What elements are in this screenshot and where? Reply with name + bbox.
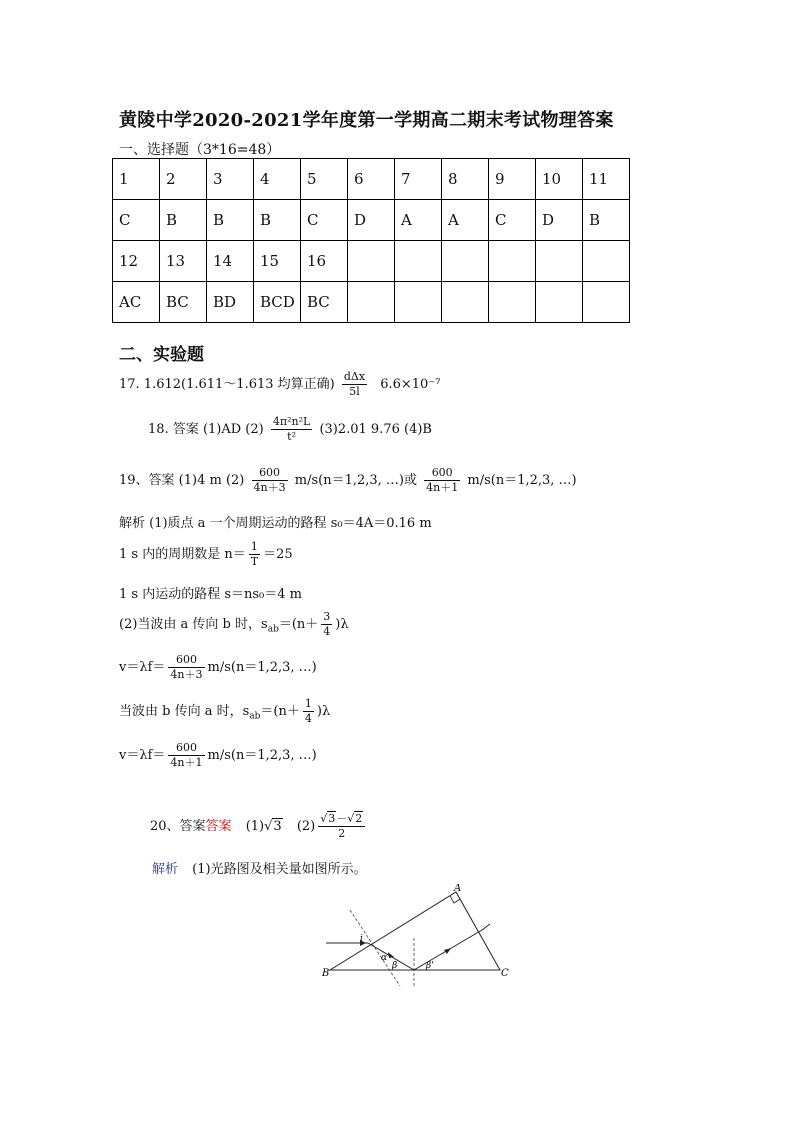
q19-v2-num: 600 (168, 741, 204, 756)
q17-line (119, 370, 440, 399)
q18-suffix: (3)2.01 9.76 (4)B (319, 422, 432, 437)
table-cell (395, 282, 442, 323)
table-cell: BC (160, 282, 207, 323)
q20-sqrt3: 3 (273, 819, 282, 834)
table-cell: 14 (207, 241, 254, 282)
table-cell: D (348, 200, 395, 241)
q19-a5-end: m/s(n＝1,2,3, …) (207, 660, 317, 675)
q19-prefix: 19、答案 (1)4 m (2) (119, 473, 245, 488)
q20-frac-den: 2 (338, 827, 346, 840)
q18-frac-num: 4π²n²L (272, 415, 311, 428)
q19-frac-3-4-num: 3 (323, 610, 331, 623)
q19-frac-1-T-num: 1 (249, 540, 260, 555)
q19-a6-end: )λ (316, 704, 331, 719)
q20-part2: (2) (296, 819, 316, 834)
reflected-arrow (444, 948, 451, 954)
q19-frac-3-4-den: 4 (323, 625, 331, 638)
q19-a4-end: )λ (335, 617, 349, 632)
q19-v1-num: 600 (168, 653, 204, 668)
table-cell: 16 (301, 241, 348, 282)
q19-line (119, 466, 577, 495)
table-row (113, 159, 630, 200)
q19-a6-text: 当波由 b 传向 a 时，s (119, 704, 250, 719)
q19-f2-den: 4n＋1 (426, 481, 459, 494)
q20-red-label: 答案 (205, 819, 232, 834)
table-cell: 12 (113, 241, 160, 282)
q18-frac-den: t² (287, 430, 296, 443)
table-cell (536, 282, 583, 323)
q20-analysis (152, 858, 367, 877)
table-cell: 13 (160, 241, 207, 282)
table-cell: B (583, 200, 630, 241)
q19-analysis-1: 解析 (1)质点 a 一个周期运动的路程 s₀＝4A＝0.16 m (119, 516, 432, 531)
table-cell: 8 (442, 159, 489, 200)
q19-a5-text: v＝λf＝ (119, 660, 166, 675)
q19-analysis-6 (119, 697, 330, 726)
table-cell: B (254, 200, 301, 241)
q19-fraction-1 (252, 466, 288, 495)
q19-frac-1-4 (303, 697, 314, 726)
q19-analysis-2 (119, 540, 293, 569)
answer-table (112, 158, 630, 323)
q19-a2-end: ＝25 (263, 547, 293, 562)
q19-frac-1-4-den: 4 (304, 712, 312, 725)
table-cell: 2 (160, 159, 207, 200)
q19-a4-text: (2)当波由 a 传向 b 时，s (119, 617, 268, 632)
table-cell (348, 282, 395, 323)
table-cell (395, 241, 442, 282)
q20-sqrt-sign-b: √ (347, 812, 355, 825)
q19-a7-end: m/s(n＝1,2,3, …) (207, 748, 317, 763)
q19-a4-mid: ＝(n＋ (278, 617, 319, 632)
table-cell (583, 241, 630, 282)
q20-fraction (318, 812, 365, 841)
table-cell: BC (301, 282, 348, 323)
q19-a7-text: v＝λf＝ (119, 748, 166, 763)
q19-v1-den: 4n＋3 (170, 668, 203, 681)
table-cell: B (207, 200, 254, 241)
table-cell: 3 (207, 159, 254, 200)
table-cell: 11 (583, 159, 630, 200)
table-cell: A (442, 200, 489, 241)
table-cell: 6 (348, 159, 395, 200)
q19-a2-text: 1 s 内的周期数是 n＝ (119, 547, 246, 562)
q19-frac-1-T-den: T (250, 555, 259, 568)
table-cell: 10 (536, 159, 583, 200)
table-cell: 4 (254, 159, 301, 200)
table-row (113, 282, 630, 323)
q19-v2-den: 4n＋1 (170, 756, 203, 769)
table-cell: BCD (254, 282, 301, 323)
table-row (113, 200, 630, 241)
table-cell: C (489, 200, 536, 241)
q20-prefix: 20、答案 (150, 819, 206, 834)
normal-line-entry (350, 910, 400, 986)
q19-mid: m/s(n＝1,2,3, …)或 (294, 473, 417, 488)
table-cell (536, 241, 583, 282)
q18-line (148, 415, 432, 444)
q20-sqrt-sign: √ (264, 819, 273, 834)
table-cell: A (395, 200, 442, 241)
table-cell: 5 (301, 159, 348, 200)
q19-frac-3-4 (321, 610, 332, 639)
q20-analysis-text: (1)光路图及相关量如图所示。 (192, 862, 367, 877)
q19-a4-sub: ab (267, 624, 279, 635)
page-title: 黄陵中学2020-2021学年度第一学期高二期末考试物理答案 (119, 110, 614, 131)
table-row (113, 241, 630, 282)
table-cell (489, 282, 536, 323)
q20-num-a: 3 (328, 812, 336, 825)
q19-f1-den: 4n＋3 (253, 481, 286, 494)
q19-analysis-5 (119, 653, 317, 682)
table-cell (348, 241, 395, 282)
table-cell (489, 241, 536, 282)
light-path-diagram (318, 884, 518, 988)
q17-suffix: 6.6×10⁻⁷ (380, 377, 441, 392)
table-cell: BD (207, 282, 254, 323)
label-alpha: α (381, 953, 388, 963)
q17-frac-num: dΔx (343, 370, 366, 383)
prism-triangle (330, 892, 500, 970)
q18-fraction (271, 415, 312, 444)
label-C: C (501, 968, 509, 979)
q19-a6-sub: ab (249, 711, 261, 722)
q19-suffix: m/s(n＝1,2,3, …) (467, 473, 577, 488)
q19-v2-frac (168, 741, 204, 770)
label-B: B (322, 968, 330, 979)
q18-prefix: 18. 答案 (1)AD (2) (148, 422, 264, 437)
label-beta: β (392, 961, 398, 971)
section2-heading: 二、实验题 (119, 345, 204, 365)
label-i: i (360, 934, 363, 944)
q19-a6-mid: ＝(n＋ (260, 704, 300, 719)
table-cell: D (536, 200, 583, 241)
q19-v1-frac (168, 653, 204, 682)
q20-sqrt-sign-a: √ (320, 812, 328, 825)
q20-analysis-label: 解析 (152, 862, 179, 877)
table-cell (442, 241, 489, 282)
q19-frac-1-4-num: 1 (304, 697, 312, 710)
q19-frac-1-T (249, 540, 260, 569)
q19-analysis-7 (119, 741, 317, 770)
exit-ray (482, 924, 490, 930)
q17-prefix: 17. 1.612(1.611～1.613 均算正确) (119, 377, 335, 392)
refracted-arrow (388, 952, 394, 958)
table-cell (442, 282, 489, 323)
q19-analysis-3: 1 s 内运动的路程 s＝ns₀＝4 m (119, 587, 302, 602)
table-cell: 1 (113, 159, 160, 200)
table-cell: AC (113, 282, 160, 323)
section1-heading: 一、选择题（3*16=48） (119, 142, 281, 158)
q20-frac-num (318, 812, 365, 827)
q20-line (150, 812, 368, 841)
q20-num-minus: － (336, 812, 348, 825)
q20-num-b: 2 (355, 812, 363, 825)
q17-fraction (342, 370, 367, 399)
table-cell: C (113, 200, 160, 241)
q17-frac-den: 5l (349, 385, 360, 398)
label-beta-prime: β' (426, 961, 434, 971)
q19-f2-num: 600 (424, 466, 460, 481)
label-A: A (454, 884, 462, 894)
q19-analysis-4 (119, 610, 349, 639)
table-cell: C (301, 200, 348, 241)
q20-part1: (1) (245, 819, 265, 834)
q19-fraction-2 (424, 466, 460, 495)
q19-f1-num: 600 (252, 466, 288, 481)
table-cell: B (160, 200, 207, 241)
table-cell: 7 (395, 159, 442, 200)
table-cell: 15 (254, 241, 301, 282)
table-cell (583, 282, 630, 323)
table-cell: 9 (489, 159, 536, 200)
